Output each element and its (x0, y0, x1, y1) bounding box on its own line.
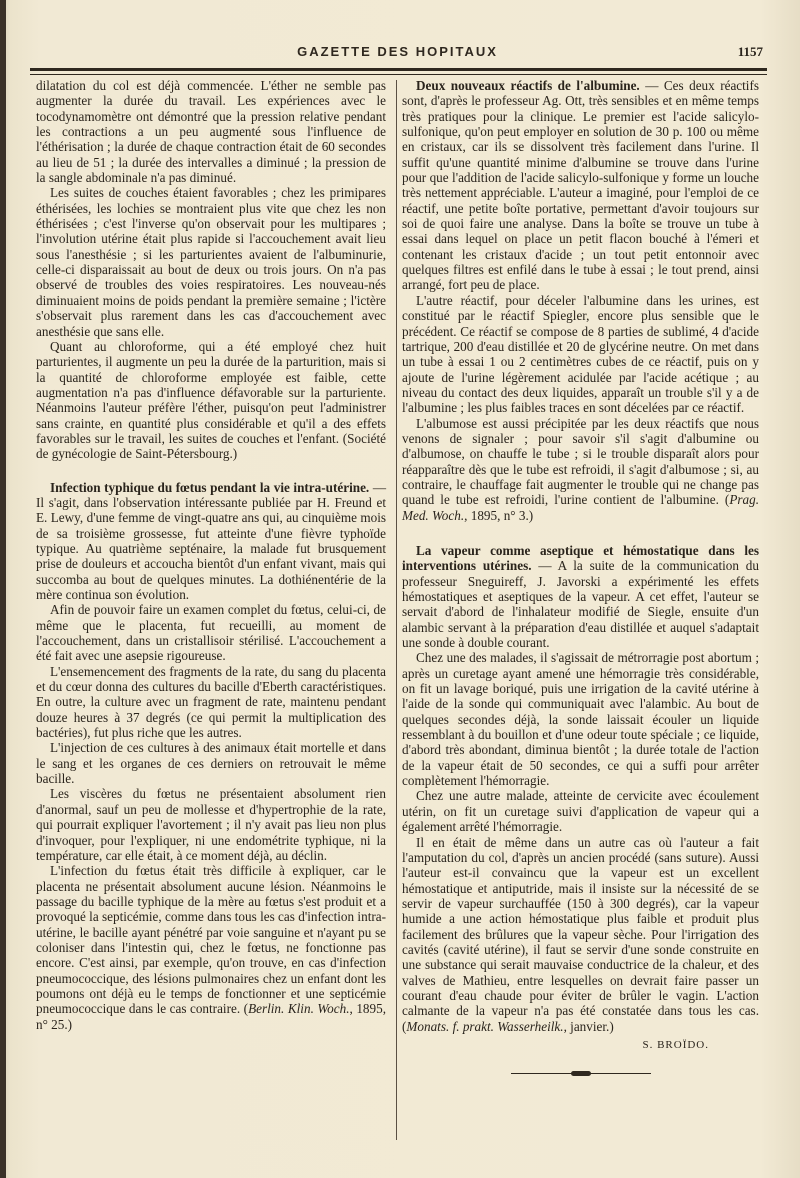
paragraph: L'autre réactif, pour déceler l'albumine dans les urines, est constitué par le réactif Spiegler, encore plus sensible que le précédent. Ce réactif se compose de 8 parties de sublimé, 4 d'acide tartrique, 200 d'eau distillée et 20 de glycérine neutre. On met dans un tube à essai 1 ou 2 centimètres cubes de ce réactif, puis on y ajoute de l'urine légèrement acidulée par l'acide acétique ; au niveau du contact des deux liquides, apparaît un trouble s'il y a de l'albumine ; les plus faibles traces en sont décelées par ce réactif. (402, 292, 759, 416)
paragraph: Afin de pouvoir faire un examen complet du fœtus, celui-ci, de même que le placenta, fut recueilli, au moment de l'accouchement, dans un cristallisoir stérilisé. L'accouchement a été fait avec une asepsie rigoureuse. (36, 602, 386, 664)
citation: Berlin. Klin. Woch. (248, 1001, 350, 1017)
citation-tail: , 1895, n° 25.) (36, 1001, 386, 1032)
author-signature: S. BROÏDO. (642, 1038, 709, 1051)
right-column (402, 78, 759, 1077)
article-lead-text: — Il s'agit, dans l'observation intéressante publiée par H. Freund et E. Lewy, d'une femme de vingt-quatre ans qui, au cinquième mois de sa troisième grossesse, fut atteinte d'une fièvre typhoïde typique. Au quatrième septénaire, la malade fut brusquement prise de douleurs et accoucha bientôt d'un enfant vivant, mais qui succomba au bout de quelques minutes. La dothiénentérie de la mère continua son évolution. (36, 479, 386, 602)
header-rule-thin (30, 74, 767, 75)
paragraph-with-citation (402, 416, 759, 523)
article-lead-text: — Ces deux réactifs sont, d'après le professeur Ag. Ott, très sensibles et en même temps très pratiques pour la clinique. Le premier est l'acide salicylo-sulfonique, qu'on peut employer en solution de 30 p. 100 ou même en cristaux, car ils se dissolvent très facilement dans l'urine. Il suffit qu'une quantité minime d'albumine se trouve dans l'urine pour que l'addition de l'acide salicylo-sulfonique y forme un louche très nettement appréciable. L'auteur a imaginé, pour l'emploi de ce réactif, une petite boîte portative, permettant d'avoir toujours sur soi de quoi faire une analyse. Dans la boîte se trouve un tube à essai dans lequel on place un petit flacon bouché à l'émeri et contenant les cristaux d'acide ; un tout petit entonnoir avec quelques filtres est enfilé dans le tube à essai ; le tout prend, ainsi arrangé, fort peu de place. (402, 78, 759, 293)
citation-tail: , 1895, n° 3.) (464, 507, 534, 523)
article-lead (402, 543, 759, 650)
citation: Monats. f. prakt. Wasserheilk. (406, 1018, 564, 1034)
citation: Prag. Med. Woch. (402, 492, 759, 523)
paragraph-text: L'albumose est aussi précipitée par les deux réactifs que nous venons de signaler ; pour savoir s'il s'agit d'albumine ou d'albumose, on chauffe le tube ; si le trouble disparaît alors pour réapparaître dès que le tube est refroidi, il s'agit d'albumose ; si, au contraire, le chauffage fait augmenter le trouble qui ne change pas quand le tube est refroidi, l'urine contient de l'albumine. ( (402, 415, 759, 508)
article-lead (36, 480, 386, 603)
paragraph-text: Il en était de même dans un autre cas où l'auteur a fait l'amputation du col, d'après un ancien procédé (sans suture). Aussi l'auteur est-il convaincu que la vapeur est un excellent hémostatique et antiputride, mais il insiste sur la nécessité de se servir de vapeur surchauffée (150 à 300 degrés), car la vapeur humide a une action hémostatique plus faible et produit plus facilement des brûlures que la vapeur sèche. Pour l'irrigation des cavités (cavité utérine), il faut se servir d'une sonde construite en une substance qui serait mauvaise conductrice de la chaleur, et des valves de Mathieu, entre lesquelles on devrait faire passer un courant d'eau chaude pour éviter de brûler le vagin. L'action calmante de la vapeur n'a pas été constatée dans tous les cas. ( (402, 834, 759, 1034)
binding-edge (0, 0, 6, 1178)
paragraph: Les suites de couches étaient favorables ; chez les primipares éthérisées, les lochies se montraient plus vite que chez les non éthérisées ; c'est l'inverse qu'on observait pour les multipares ; l'involution utérine était plus rapide si l'accouchement avait lieu sous l'anesthésie ; si les parturientes avaient de l'albuminurie, celle-ci disparaissait au bout de deux ou trois jours. On n'a pas observé de troubles des voies respiratoires. Les nouveau-nés diminuaient moins de poids pendant la première semaine ; l'ictère s'observait plus rarement dans les cas d'accouchement avec anesthésie que sans elle. (36, 185, 386, 339)
page-header (30, 42, 765, 62)
paragraph: Chez une des malades, il s'agissait de métrorragie post abortum ; après un curetage ayant amené une hémorragie très considérable, on fit un lavage boriqué, puis une irrigation de la cavité utérine à l'aide de la sonde qui communiquait avec l'alambic. Au bout de quelques secondes déjà, la sonde laissait écouler un liquide ressemblant à du bouillon et d'une odeur toute spéciale ; ce liquide, d'abord très abondant, diminua bientôt ; la durée totale de l'action de la vapeur était de 50 secondes, ce qui a suffi pour arrêter complètement l'hémorragie. (402, 650, 759, 789)
citation-tail: , janvier.) (563, 1018, 614, 1034)
article-lead-text: — A la suite de la communication du professeur Sneguireff, J. Javorski a expérimenté les effets hémostatiques et aseptiques de la vapeur. A cet effet, l'auteur se servait d'abord de l'inhalateur modifié de Siegle, ensuite d'un alambic servant à la préparation d'eau distillée et auquel s'adaptait une sonde à double courant. (402, 558, 759, 651)
page-number: 1157 (737, 44, 763, 59)
article-title: La vapeur comme aseptique et hémostatique dans les interventions utérines. (402, 542, 759, 574)
left-column (36, 78, 386, 1032)
journal-title: GAZETTE DES HOPITAUX (297, 44, 498, 59)
end-ornament (511, 1071, 651, 1077)
ornament-dot (571, 1071, 591, 1076)
paragraph-text: L'infection du fœtus était très difficile à expliquer, car le placenta ne présentait absolument aucune lésion. Néanmoins le passage du bacille typhique de la mère au fœtus s'est produit et a provoqué la septicémie, comme dans tous les cas d'infection intra-utérine, le bacille ayant pénétré par voie sanguine et n'ayant pu se coloniser dans l'intestin qui, chez le fœtus, ne fonctionne pas encore. C'est ainsi, par exemple, qu'on trouve, en cas d'infection pneumococcique, des lésions pulmonaires chez un enfant dont les poumons ont déjà eu le temps de fonctionner et une septicémie pneumococcique dans le cas contraire. (36, 863, 386, 1017)
paragraph: L'ensemencement des fragments de la rate, du sang du placenta et du cœur donna des cultures du bacille d'Eberth caractéristiques. En outre, la culture avec un fragment de rate, maintenu pendant douze heures à 37 degrés (ce qui permit la multiplication des bactéries), fut plus riche que les autres. (36, 663, 386, 741)
article-typhoid (36, 480, 386, 1032)
article-lead (402, 78, 759, 293)
paragraph: Les viscères du fœtus ne présentaient absolument rien d'anormal, sauf un peu de mollesse et d'hypertrophie de la rate, qui pourrait expliquer l'avortement ; il n'y avait pas lieu non plus d'invoquer, pour l'expliquer, ni une endométrite typhique, ni la température, car elle était, à ce moment déjà, au déclin. (36, 786, 386, 863)
paragraph: Chez une autre malade, atteinte de cervicite avec écoulement utérin, on fit un curetage suivi d'application de vapeur qui a également arrêté l'hémorragie. (402, 788, 759, 835)
paragraph: dilatation du col est déjà commencée. L'éther ne semble pas augmenter la durée du travail. Les expériences avec le tocodynamomètre ont démontré que la pression relative pendant les contractions a un peu augmenté sous l'influence de l'éthérisation ; la durée de chaque contraction était de 60 secondes au lieu de 51 ; la durée des intervalles a diminué ; la pression de la sangle abdominale n'a pas diminué. (36, 78, 386, 186)
paragraph-with-citation (402, 835, 759, 1034)
paragraph: Quant au chloroforme, qui a été employé chez huit parturientes, il augmente un peu la durée de la parturition, mais si la quantité de chloroforme employée est faible, cette augmentation n'a pas d'influence défavorable sur la parturiente. Néanmoins l'auteur préfère l'éther, puisqu'on peut l'administrer sans crainte, en quantité plus considérable et qu'il a des effets favorables sur le travail, les suites de couches et l'enfant. (Société de gynécologie de Saint-Pétersbourg.) (36, 338, 386, 462)
column-divider (396, 80, 397, 1140)
paragraph-with-citation: L'infection du fœtus était très difficile à expliquer, car le placenta ne présentait absolument aucune lésion. Néanmoins le passage du bacille typhique de la mère au fœtus s'est produit et a provoqué la septicémie, comme dans tous les cas d'infection intra-utérine, le bacille ayant pénétré par voie sanguine et n'ayant pu se coloniser dans l'intestin qui, chez le fœtus, ne fonctionne pas encore. C'est ainsi, par exemple, qu'on trouve, en cas d'infection pneumococcique, des lésions pulmonaires chez un enfant dont les poumons ont déjà eu le temps de fonctionner et une septicémie pneumococcique dans le cas contraire. (Berlin. Klin. Woch., 1895, n° 25.) (36, 863, 386, 1032)
article-title: Infection typhique du fœtus pendant la vie intra-utérine. (50, 479, 370, 495)
paragraph: L'injection de ces cultures à des animaux était mortelle et dans le sang et les organes de ces derniers on retrouvait le même bacille. (36, 740, 386, 787)
article-title: Deux nouveaux réactifs de l'albumine. (416, 78, 640, 93)
article-albumin-reagents (402, 78, 759, 523)
article-steam (402, 543, 759, 1077)
header-rule-thick (30, 68, 767, 71)
